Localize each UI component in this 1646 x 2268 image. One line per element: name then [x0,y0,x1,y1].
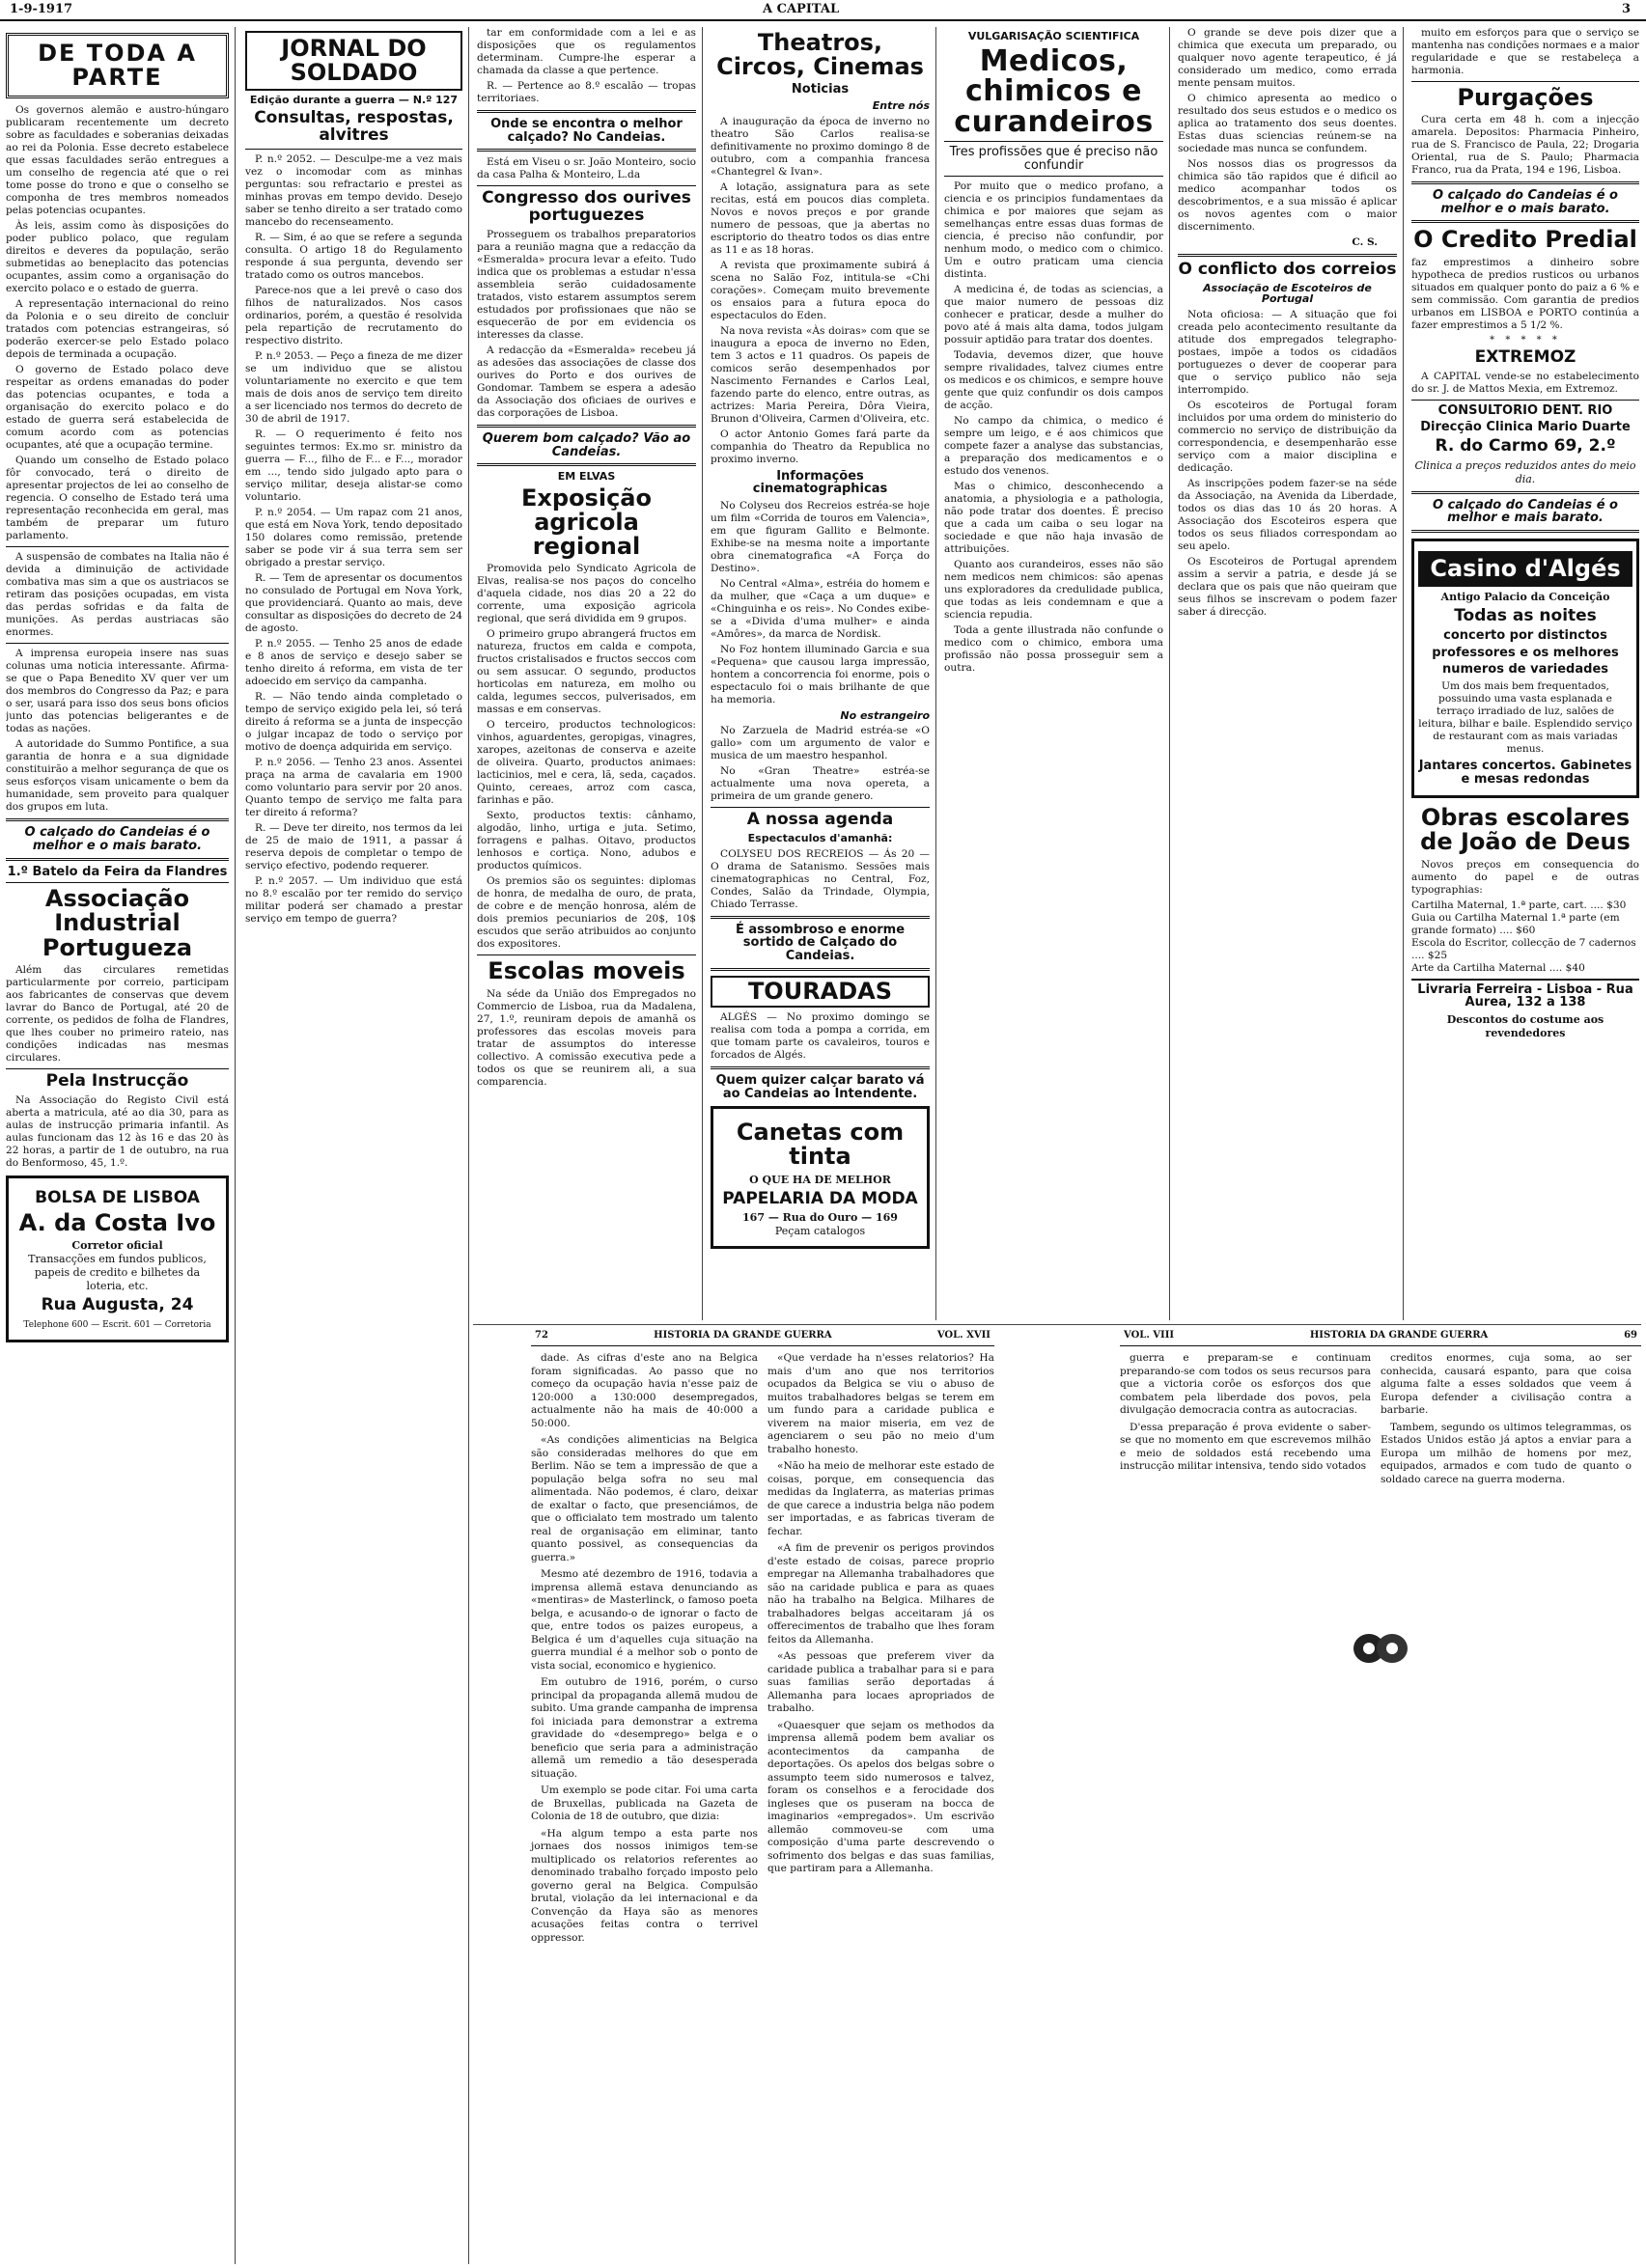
article-paragraph: No Zarzuela de Madrid estréa-se «O gallo» com um argumento de valor e musica de um maestro hespanhol. [711,725,930,762]
book-paragraph: guerra e preparam-se e continuam preparando-se com todos os seus recursos para que a victoria corôe os esforços dos que combatem pela liberdade dos povos, pela divulgação democracia contra as autocracias. [1120,1352,1371,1416]
calcar-barato-ad: Quem quizer calçar barato vá ao Candeias ao Intendente. [715,1072,925,1101]
catalogos-line: Peçam catalogos [774,1225,866,1238]
article-paragraph: Sexto, productos textis: cânhamo, algodão, linho, urtiga e juta. Setimo, forragens e palhas. Oitavo, productos lenhosos e cortiça. Nono, adubos e productos químicos. [477,810,696,872]
book-paragraph: Um exemplo se pode citar. Foi uma carta de Bruxellas, publicada na Gazeta de Colonia de 18 de outubro, que dizia: [531,1784,758,1822]
column-6 [1174,27,1404,1320]
article-paragraph: A CAPITAL vende-se no estabelecimento do sr. J. de Mattos Mexia, em Extremoz. [1411,370,1639,395]
book-paragraph: «Não ha meio de melhorar este estado de coisas, porque, em consequencia das medidas da Inglaterra, as materias primas de que carece a industria belga não podem ser importadas, e as fabricas tiveram de fechar. [767,1460,994,1537]
price-line: Arte da Cartilha Maternal .... $40 [1411,961,1585,974]
article-paragraph: Os Escoteiros de Portugal aprendem assim a servir a patria, e desde já se declara que os pais que não queiram que seus filhos se inscrevam o podem fazer saber á direcção. [1178,555,1397,618]
article-paragraph: P. n.º 2053. — Peço a fineza de me dizer se um individuo que se alistou voluntariamente no exercito e que tem mais de dois anos de serviço tem direito a ser licenciado nos termos do decreto de 30 de abril de 1917. [245,349,462,425]
casino-title: Casino d'Algés [1418,551,1632,587]
livraria-ferreira: Livraria Ferreira - Lisboa - Rua Aurea, 132 a 138 [1411,979,1639,1010]
purgacoes-title: Purgações [1457,84,1594,111]
jornal-edition: Edição durante a guerra — N.º 127 [249,94,459,107]
theatros-title: Theatros, Circos, Cinemas [716,29,924,81]
article-paragraph: muito em esforços para que o serviço se mantenha nas condições normaes e a maior regularidade e que se restabeleça a harmonia. [1411,27,1639,76]
casino-line: numeros de variedades [1442,662,1608,678]
article-paragraph: Prosseguem os trabalhos preparatorios para a reunião magna que a redacção da «Esmeralda» procura levar a efeito. Tudo indica que os problemas a estudar n'essa assembleia serão cuidadosamente tratados, visto estarem assumptos serem estudados por profissionaes que não se esquecerão de por em evidencia os interesses da classe. [477,228,696,341]
canetas-title: Canetas com tinta [736,1119,905,1171]
book-paragraph: D'essa preparação é prova evidente o saber-se que no momento em que escrevemos milhão e meio de soldados está recebendo uma instrucção militar intensiva, tendo sido votados [1120,1421,1371,1472]
section-divider [473,1324,1641,1326]
book-page-number: 69 [1624,1330,1637,1341]
candeias-ad: O calçado do Candeias é o melhor e mais barato. [1433,497,1618,526]
escolas-moveis-title: Escolas moveis [488,957,685,985]
calcado-question-ad: Onde se encontra o melhor calçado? No Candeias. [490,117,683,145]
article-paragraph: Na Associação do Registo Civil está aberta a matricula, até ao dia 30, para as aulas de instrucção primaria infantil. As aulas funcionam das 12 às 16 e das 20 às 22 horas, a partir de 1 de outubro, na rua do Benformoso, 45, 1.º. [6,1093,229,1169]
exposicao-agricola-title: Exposição agricola regional [521,484,652,561]
book-page-header [1120,1330,1641,1346]
noticias-label: Noticias [791,82,850,97]
article-paragraph: R. — Pertence ao 8.º escalão — tropas territoriaes. [477,80,696,104]
estrangeiro-label: No estrangeiro [840,708,930,722]
book-page-header [531,1330,994,1346]
article-paragraph: P. n.º 2055. — Tenho 25 anos de edade e 8 anos de serviço e desejo saber se tenho direito á reforma, em vista de ter adoecido em serviço da campanha. [245,637,462,687]
book-paragraph: Tambem, segundo os ultimos telegrammas, os Estados Unidos estão já aptos a enviar para a Europa um milhão de homens por mez, equipados, armados e com tudo de quanto o soldado carece na guerra moderna. [1381,1421,1632,1485]
article-paragraph: R. — O requerimento é feito nos seguintes termos: Ex.mo sr. ministro da guerra — F..., filho de F... e F..., morador em ..., tendo sido julgado apto para o serviço militar, deseja alistar-se como voluntario. [245,428,462,503]
book-paragraph: «Quaesquer que sejam os methodos da imprensa allemã podem bem avaliar os acontecimentos da campanha de deportações. Os apelos dos belgas sobre o assumpto teem sido numerosos e talvez, foram os conselhos e a ferocidade dos ingleses que os puseram na bocca de imaginarios «empregados». Um escrivão allemão commoveu-se com uma composição d'uma parte descrevendo o sofrimento dos belgas e das suas familias, que partiram para a Allemanha. [767,1719,994,1874]
article-paragraph: R. — Não tendo ainda completado o tempo de serviço exigido pela lei, só terá direito á reforma se a junta de inspecção o julgar incapaz de todo o serviço por motivo de doença adquirida em serviço. [245,690,462,753]
article-paragraph: A suspensão de combates na Italia não é devida a diminuição de actividade combativa mas sim a que os austriacos se retiram das posições ocupadas, em vista das perdas sofridas e da falta de munições. As perdas austriacas são enormes. [6,551,229,639]
book-title: HISTORIA DA GRANDE GUERRA [1309,1330,1489,1341]
bolsa-title: BOLSA DE LISBOA [35,1187,200,1207]
article-paragraph: A representação internacional do reino da Polonia e o seu direito de concluir tratados com potencias estrangeiras, só poderão exercer-se pelo Estado polaco depois de terminada a ocupação. [6,298,229,361]
article-paragraph: No campo da chimica, o medico é sempre um leigo, e é aos chimicos que compete fazer a analyse das substancias, a preparação dos medicamentos e o estudo dos venenos. [944,415,1163,478]
article-paragraph: Nos nossos dias os progressos da chimica são tão rapidos que é dificil ao medico acompanhar todos os descobrimentos, e a sua missão é aplicar os novos agentes com o maior discernimento. [1178,158,1397,233]
article-paragraph: No Central «Alma», estréia do homem e da mulher, que «Caça a um duque» e «Chinguinha e os reis». No Condes exibe-se a «Divida d'uma mulher» e ainda «Amôres», da marca de Nordisk. [711,577,930,640]
book-paragraph: «Que verdade ha n'esses relatorios? Ha mais d'um ano que nos territorios ocupados da Belgica se viu o abuso de muitos trabalhadores belgas se terem em um fundo para a caridade publica e viverem na maior miseria, em vez de agenciarem o seu pão no meio d'um trabalho honesto. [767,1352,994,1455]
papelaria-address: 167 — Rua do Ouro — 169 [742,1211,898,1225]
article-paragraph: O actor Antonio Gomes fará parte da companhia do Theatro da Republica no proximo inverno. [711,428,930,465]
book-paragraph: Em outubro de 1916, porém, o curso principal da propaganda allemã mudou de subito. Uma grande campanha de imprensa foi iniciada para demonstrar a extrema gravidade do «desemprego» belga e o beneficio que seria para a administração allemã um remedio a tão desesperada situação. [531,1676,758,1780]
article-paragraph: faz emprestimos a dinheiro sobre hypotheca de predios rusticos ou urbanos situados em qualquer ponto do paiz a 6 % e sem commissão. Com garantia de predios urbanos em LISBOA e PORTO continúa a fazer emprestimos a 5 1/2 %. [1411,256,1639,331]
papelaria-name: PAPELARIA DA MODA [722,1188,918,1208]
canetas-ad [711,1106,930,1249]
article-paragraph: Cura certa em 48 h. com a injecção amarela. Depositos: Pharmacia Pinheiro, rua de S. Francisco de Paula, 22; Drogaria Oriental, rua de S. Paulo; Pharmacia Franco, rua da Prata, 194 e 196, Lisboa. [1411,114,1639,177]
book-column [767,1352,994,1949]
obras-escolares-title: Obras escolares de João de Deus [1420,804,1631,856]
article-paragraph: O grande se deve pois dizer que a chimica que executa um preparado, ou qualquer novo agente terapeutico, é já considerado um medico, como errada mente pensam muitos. [1178,27,1397,89]
article-paragraph: O primeiro grupo abrangerá fructos em natureza, fructos em calda e compota, fructos cristalisados e fructos seccos com ou sem assucar. O segundo, productos horticolas em natureza, em molho ou calda, legumes seccos, pulverisados, em massas e em conservas. [477,628,696,716]
book-paragraph: Mesmo até dezembro de 1916, todavia a imprensa allemã estava denunciando as «mentiras» de Masterlinck, o famoso poeta belga, e acusando-o de ignorar o facto de que, entre todos os paizes europeus, a Belgica é um d'aquelles cuja situação na guerra mundial é a melhor sob o ponto de vista social, economico e hygienico. [531,1568,758,1672]
article-paragraph: Quanto aos curandeiros, esses não são nem medicos nem chimicos: são apenas uns exploradores da credulidade publica, que todas as leis condemnam e que a sciencia repudia. [944,559,1163,622]
article-paragraph: No «Gran Theatre» estréa-se actualmente uma nova opereta, a primeira de um grande genero. [711,765,930,803]
cinematographicas-title: Informações cinematographicas [752,468,888,497]
article-paragraph: O governo de Estado polaco deve respeitar as ordens emanadas do poder das potencias ocupantes, e toda a organisação do exercito polaco e do estado de guerra será estabelecida de comum acordo com as potencias ocupantes, até que a ocupação termine. [6,364,229,452]
column-7: muito em esforços para que o serviço se mantenha nas condições normaes e a maior regularidade e que se restabeleça a harmonia. Purgações Cura certa em 48 h. com a injecção amarela. Depositos: Pharmacia Pinheiro, rua de S. Francisco de Paula, 22; Drogaria Oriental, rua de S. Paulo; Pharmacia Franco, rua da Prata, 194 e 196, Lisboa. O calçado do Candeias é o melhor e o mais barato. O Credito Predial faz emprestimos a dinheiro sobre hypotheca de predios rusticos ou urbanos situados em qualquer ponto do paiz a 6 % e sem commissão. Com garantia de predios urbanos em LISBOA e PORTO continúa a fazer emprestimos a 5 1/2 %. * * * * * EXTREMOZ A CAPITAL vende-se no estabelecimento do sr. J. de Mattos Mexia, em Extremoz. CONSULTORIO DENT. RIO Direcção Clinica Mario Duarte R. do Carmo 69, 2.º Clinica a preços reduzidos antes do meio dia. O calçado do Candeias é o melhor e mais barato. Casino d'Algés Antigo Palacio da Conceição Todas as noites concerto por distinctos professores e os melhores numeros de variedades Um dos mais bem frequentados, possuindo uma vasta esplanada e terraço irradiado de luz, salões de leitura, bilhar e baile. Esplendido serviço de restaurant com as mais variadas menus. Jantares concertos. Gabinetes e mesas redondas Obras escolares de João de Deus Novos preços em consequencia do aumento do papel e de outras typographias: Cartilha Maternal, 1.ª parte, cart. .... $30 Guia ou Cartilha Maternal 1.ª parte (em grande formato) .... $60 Escola do Escritor, collecção de 7 cadernos .... $25 Arte da Cartilha Maternal .... $40 Livraria Ferreira - Lisboa - Rua Aurea, 132 a 138 Descontos do costume aos revendedores [1411,27,1639,1039]
conflicto-correios-title: O conflicto dos correios [1178,260,1397,279]
casino-alges-ad [1411,539,1639,798]
canetas-subtitle: O QUE HA DE MELHOR [749,1173,891,1186]
casino-line: professores e os melhores [1432,645,1619,660]
book-paragraph: creditos enormes, cuja soma, ao ser conhecida, causará espanto, para que coisa alguma falte a esses soldados que veem á Europa defender a civilisação contra a barbarie. [1381,1352,1632,1416]
article-paragraph: Por muito que o medico profano, a ciencia e os principios fundamentaes da chimica e por maiores que sejam as semelhanças entre essas duas formas de ciencia, é preciso não confundir, por nenhum modo, o medico com o chimico. Um e outro praticam uma ciencia distinta. [944,180,1163,281]
article-paragraph: Os governos alemão e austro-húngaro publicaram recentemente um decreto sobre as faculdades e soberanias deixadas ao rei da Polonia. Esse decreto estabelece que essas faculdades serão entregues a um conselho de regencia até que o rei tome posse do trono e que o conselho se componha de tres membros nomeados pelas potencias ocupantes. [6,104,229,217]
medicos-chimicos-title: Medicos, chimicos e curandeiros [954,43,1154,139]
bolsa-desc: Transacções em fundos publicos, papeis de credito e bilhetes da loteria, etc. [28,1252,207,1292]
candeias-ad: O calçado do Candeias é o melhor e o mais barato. [1433,188,1618,216]
article-paragraph: Na séde da União dos Empregados no Commercio de Lisboa, rua da Madalena, 27, 1.º, reuniram depois de amanhã os professores das escolas moveis para tratar de assumptos do interesse collectivo. A comissão executiva pede a todos os que se reunirem ali, a sua comparencia. [477,987,696,1088]
article-paragraph: Os premios são os seguintes: diplomas de honra, de medalha de ouro, de prata, de cobre e de menção honrosa, além de dois premios pecuniarios de 20$, 10$ escudos que serão atribuidos ao conjunto dos expositores. [477,875,696,951]
price-line: Cartilha Maternal, 1.ª parte, cart. .... $30 [1411,899,1627,911]
article-paragraph: A medicina é, de todas as sciencias, a que maior numero de pessoas diz conhecer e praticar, desde a mulher do povo até á mais alta dama, todos julgam possuir aptidão para tratar dos doentes. [944,284,1163,346]
congresso-ourives-title: Congresso dos ourives portuguezes [482,188,691,226]
book-page-number: 72 [535,1330,548,1341]
article-paragraph: No Colyseu dos Recreios estréa-se hoje um film «Corrida de touros em Valencia», em que figuram Gallito e Belmonte. Exhibe-se na mesma noite a importante obra cinematografica «A Força do Destino». [711,499,930,574]
book-paragraph: «A fim de prevenir os perigos provindos d'este estado de coisas, parece proprio empregar na Allemanha trabalhadores que são na caridade publica e para as quaes não ha trabalho na Belgica. Milhares de trabalhadores belgas acceitaram já os offerecimentos de trabalho que lhes foram feitos da Allemanha. [767,1542,994,1646]
article-paragraph: As inscripções podem fazer-se na séde da Associação, na Avenida da Liberdade, todos os dias das 10 ás 20 horas. A Associação dos Escoteiros espera que todos os seus filiados correspondam ao seu apelo. [1178,477,1397,552]
book-column [1381,1352,1632,1490]
article-paragraph: A imprensa europeia insere nas suas colunas uma noticia interessante. Afirma-se que o Papa Benedito XV quer ver um dos membros do Congresso da Paz; e para o ser, usará para isso dos seus bons oficios junto das potencias beligerantes e de todas as nações. [6,648,229,735]
casino-description: Um dos mais bem frequentados, possuindo uma vasta esplanada e terraço irradiado de luz, salões de leitura, bilhar e baile. Esplendido serviço de restaurant com as mais variadas menus. [1418,679,1632,755]
price-line: Guia ou Cartilha Maternal 1.ª parte (em grande formato) .... $60 [1411,911,1620,936]
article-paragraph: P. n.º 2052. — Desculpe-me a vez mais vez o incomodar com as minhas perguntas: sou refractario e prestei as minhas provas em tempo devido. Desejo saber se tenho direito a ser tratado como mancebo do recenseamento. [245,152,462,228]
candeias-ad: Querem bom calçado? Vão ao Candeias. [482,430,691,459]
article-paragraph: A redacção da «Esmeralda» recebeu já as adesões das associações de classe dos ourives do Porto e dos ourives de Gondomar. Tambem se espera a adesão da Associação dos oficiaes de ourives e das corporações de Lisboa. [477,344,696,419]
consultorio-director: Direcção Clinica Mario Duarte [1420,420,1631,435]
book-volume: VOL. VIII [1124,1330,1175,1341]
pela-instruccao-title: Pela Instrucção [45,1070,189,1091]
article-paragraph: Nota oficiosa: — A situação que foi creada pelo acontecimento resultante da atitude dos empregados telegrapho-postaes, impõe a todos os cidadãos portuguezes o dever de cooperar para que o serviço publico não seja interrompido. [1178,308,1397,396]
flandres-ad: 1.º Batelo da Feira da Flandres [7,864,228,879]
header-date: 1-9-1917 [10,2,73,16]
sortido-ad: É assombroso e enorme sortido de Calçado do Candeias. [735,922,906,964]
article-paragraph: Promovida pelo Syndicato Agricola de Elvas, realisa-se nos paços do concelho d'aquela cidade, nos dias 20 a 22 do corrente, uma exposição agricola regional, que será dividida em 9 grupos. [477,563,696,625]
book-paragraph: «As pessoas que preferem viver da caridade publica a trabalhar para si e para suas familias serão deportadas á Allemanha para locaes apropriados de trabalho. [767,1650,994,1714]
article-paragraph: O chimico apresenta ao medico o resultado dos seus estudos e o medico os aplica ao tratamento dos seus doentes. Estas duas sciencias reúnem-se na sociedade mas nunca se confundem. [1178,93,1397,154]
bolsa-de-lisboa-ad [6,1175,229,1342]
article-paragraph: P. n.º 2057. — Um individuo que está no 8.º escalão por ter remido do serviço militar poderá ser chamado a prestar serviço em tempo de guerra? [245,874,462,925]
jornal-do-soldado-title: JORNAL DO SOLDADO [245,31,462,91]
header-page-number: 3 [1622,2,1632,16]
article-signature: C. S. [1352,236,1378,248]
bolsa-role: Corretor oficial [71,1238,163,1252]
ornament-icon [1352,1631,1409,1666]
agenda-subtitle: Espectaculos d'amanhã: [747,832,893,845]
article-paragraph: P. n.º 2056. — Tenho 23 anos. Assentei praça na arma de cavalaria em 1900 como voluntario para servir por 20 anos. Quanto tempo de serviço me falta para ter direito á reforma? [245,756,462,818]
article-paragraph: Mas o chimico, desconhecendo a anatomia, a physiologia e a pathologia, não pode tratar dos doentes. É preciso que a cada um caiba o seu logar na sociedade e que não haja invasão de attribuições. [944,481,1163,556]
article-paragraph: A inauguração da época de inverno no theatro São Carlos realisa-se definitivamente no proximo domingo 8 de outubro, com a companhia francesa «Chantegrel & Ivan». [711,115,930,178]
entre-nos-label: Entre nós [872,99,930,113]
consultas-title: Consultas, respostas, alvitres [254,107,454,145]
article-paragraph: Além das circulares remetidas particularmente por correio, participam aos fabricantes de conservas que devem lavrar do Banco de Portugal, até 20 de corrente, os pedidos de folha de Flandres, que lhes couber no primeiro rateio, nas condições indicadas nas mesmas circulares. [6,963,229,1064]
touradas-title: TOURADAS [711,976,930,1008]
descontos-line: Descontos do costume aos revendedores [1446,1012,1604,1039]
casino-line: Todas as noites [1454,606,1597,626]
book-page-right [1120,1330,1641,1812]
vulgarisacao-kicker: VULGARISAÇÃO SCIENTIFICA [967,30,1140,42]
book-paragraph: dade. As cifras d'este ano na Belgica foram significadas. Ao passo que no começo da ocupação havia n'esse paiz de 120:000 a 130:000 desempregados, actualmente não ha mais de 40:000 a 50:000. [531,1352,758,1429]
article-paragraph: A revista que proximamente subirá á scena no Salão Foz, intitula-se «Chi corações». Começam muito brevemente os ensaios para a futura epoca do espectaculos do Eden. [711,259,930,321]
book-paragraph: «As condições alimenticias na Belgica são consideradas melhores do que em Berlim. Não se tem a impressão de que a população belga sofra no seu mal alimentada. Não podemos, é claro, deixar de exaltar o facto, que presenciámos, de que o officialato tem mostrado um talento real de organisação em eliminar, tanto quanto possivel, as consequencias da guerra.» [531,1434,758,1563]
article-paragraph: A lotação, assignatura para as sete recitas, está em poucos dias completa. Novos e novos preços e por grande numero de pessoas, que ja abertas no escriptorio do theatro todos os dias entre as 11 e as 18 horas. [711,180,930,256]
book-title: HISTORIA DA GRANDE GUERRA [654,1330,832,1341]
article-paragraph: A autoridade do Summo Pontifice, a sua garantia de honra e a sua dignidade constituirão a melhor segurança de que os seus esforços visam unicamente o bem da humanidade, sem proveito para qualquer dos grupos em luta. [6,738,229,814]
column-3 [473,27,703,1320]
article-paragraph: R. — Deve ter direito, nos termos da lei de 25 de maio de 1911, a passar á reserva depois de completar o tempo de serviço efectivo, podendo requerer. [245,821,462,871]
article-paragraph: Às leis, assim como às disposições do poder publico polaco, que regulam direitos e deveres da população, serão submetidas ao beneplacito das potencias ocupantes, assim como a organisação do exercito polaco e o estado de guerra. [6,220,229,295]
column-1 [6,27,236,2264]
associacao-industrial-title: Associação Industrial Portugueza [42,885,193,961]
book-paragraph: «Ha algum tempo a esta parte nos jornaes dos nossos inimigos tem-se multiplicado os relatorios referentes ao denominado trabalho forçado imposto pelo governo geral na Belgica. Compulsão brutal, violação da lei internacional e da Convenção da Haya são as menores acusações feitas contra o terrivel oppressor. [531,1827,758,1944]
book-volume: VOL. XVII [936,1330,990,1341]
column-2 [241,27,469,2264]
book-page-left [531,1330,994,2256]
column-4 [707,27,936,1320]
credito-predial-title: O Credito Predial [1413,226,1637,254]
em-elvas-label: EM ELVAS [557,470,616,484]
correios-subtitle: Associação de Escoteiros de Portugal [1203,281,1372,306]
column-5 [940,27,1170,1320]
bolsa-address: Rua Augusta, 24 [41,1294,194,1314]
article-paragraph: Os escoteiros de Portugal foram incluidos por uma ordem do ministerio do commercio no serviço de distribuição da correspondencia, e desempenharão esse serviço com a maior disciplina e dedicação. [1178,399,1397,474]
article-paragraph: ALGÉS — No proximo domingo se realisa com toda a pompa a corrida, em que tomam parte os cavaleiros, touros e forcados de Algés. [711,1010,930,1061]
article-paragraph: No Foz hontem illuminado Garcia e sua «Pequena» que causou larga impressão, hontem a concorrencia foi enorme, pois o espectaculo foi o mais brilhante de que ha memoria. [711,643,930,705]
price-line: Escola do Escritor, collecção de 7 cadernos .... $25 [1411,936,1636,961]
page-header [0,0,1646,21]
article-paragraph: P. n.º 2054. — Um rapaz com 21 anos, que está em Nova York, tendo depositado 150 dolares como remissão, pretende saber se pode vir á sua terra sem ser obrigado a prestar serviço. [245,506,462,568]
nossa-agenda-title: A nossa agenda [746,810,894,830]
medicos-subtitle: Tres profissões que é preciso não confundir [949,145,1158,173]
consultorio-text: Clinica a preços reduzidos antes do meio dia. [1414,458,1636,485]
article-paragraph: R. — Tem de apresentar os documentos no consulado de Portugal em Nova York, que providenciará. Quanto ao mais, deve consultar as disposições do decreto de 24 de agosto. [245,571,462,634]
casino-line: concerto por distinctos [1443,627,1607,643]
bolsa-name: A. da Costa Ivo [18,1208,216,1236]
article-paragraph: R. — Sim, é ao que se refere a segunda consulta. O artigo 18 do Regulamento responde á sua pergunta, devendo ser tratado como os outros mancebos. [245,231,462,281]
article-paragraph: Parece-nos que a lei prevê o caso dos filhos de naturalizados. Nos casos ordinarios, porém, a questão é resolvida pela repartição de recrutamento do respectivo distrito. [245,284,462,346]
article-paragraph: O terceiro, productos technologicos: vinhos, aguardentes, geropigas, vinagres, xaropes, azeitonas de conserva e azeite de oliveira. Quarto, productos animaes: lacticinios, mel e cera, lã, seda, caçados. Quinto, cereaes, arroz com casca, farinhas e pão. [477,719,696,807]
consultorio-title: CONSULTORIO DENT. RIO [1437,402,1613,418]
casino-subtitle: Antigo Palacio da Conceição [1440,591,1610,604]
article-paragraph: Está em Viseu o sr. João Monteiro, socio da casa Palha & Monteiro, L.da [477,156,696,181]
article-paragraph: COLYSEU DOS RECREIOS — Ás 20 — O drama de Satanismo. Sessões mais cinematographicas no Central, Foz, Condes, Salão da Trindade, Olympia, Chiado Terrasse. [711,847,930,910]
book-column [531,1352,758,1949]
consultorio-address: R. do Carmo 69, 2.º [1435,435,1616,456]
article-paragraph: Toda a gente illustrada não confunde o medico com o chimico, embora uma profissão não possa prosseguir sem a outra. [944,624,1163,675]
book-column [1120,1352,1371,1490]
article-paragraph: Novos preços em consequencia do aumento do papel e de outras typographias: [1411,858,1639,896]
article-paragraph: Todavia, devemos dizer, que houve sempre rivalidades, talvez ciumes entre os medicos e os chimicos, e sempre houve gente que quiz confundir os dois campos de acção. [944,349,1163,412]
candeias-ad: O calçado do Candeias é o melhor e o mais barato. [24,825,210,854]
de-toda-a-parte-title: DE TODA A PARTE [6,33,229,98]
article-paragraph: Na nova revista «Às doiras» com que se inaugura a epoca de inverno no Eden, tem 3 actos e 11 quadros. Os papeis de comicos serão desempenhados por Nascimento Fernandes e Carlos Leal, fazendo parte do elenco, entre outras, as actrizes: Maria Pereira, Dôra Vieira, Brunon d'Oliveira, Carmen d'Oliveira, etc. [711,324,930,425]
article-paragraph: tar em conformidade com a lei e as disposições que os regulamentos determinam. Cumpre-lhe esperar a chamada da classe a que pertence. [477,27,696,76]
header-newspaper: A CAPITAL [763,2,840,16]
bolsa-phone: Telephone 600 — Escrit. 601 — Corretoria [23,1319,211,1330]
extremoz-title: EXTREMOZ [1474,346,1576,367]
casino-jantares: Jantares concertos. Gabinetes e mesas redondas [1418,758,1632,787]
article-paragraph: Quando um conselho de Estado polaco fôr convocado, terá o direito de apresentar projectos de lei ao conselho de regencia. O conselho de Estado terá uma representação reconhecida em geral, mas também de preparar um futuro parlamento. [6,455,229,542]
